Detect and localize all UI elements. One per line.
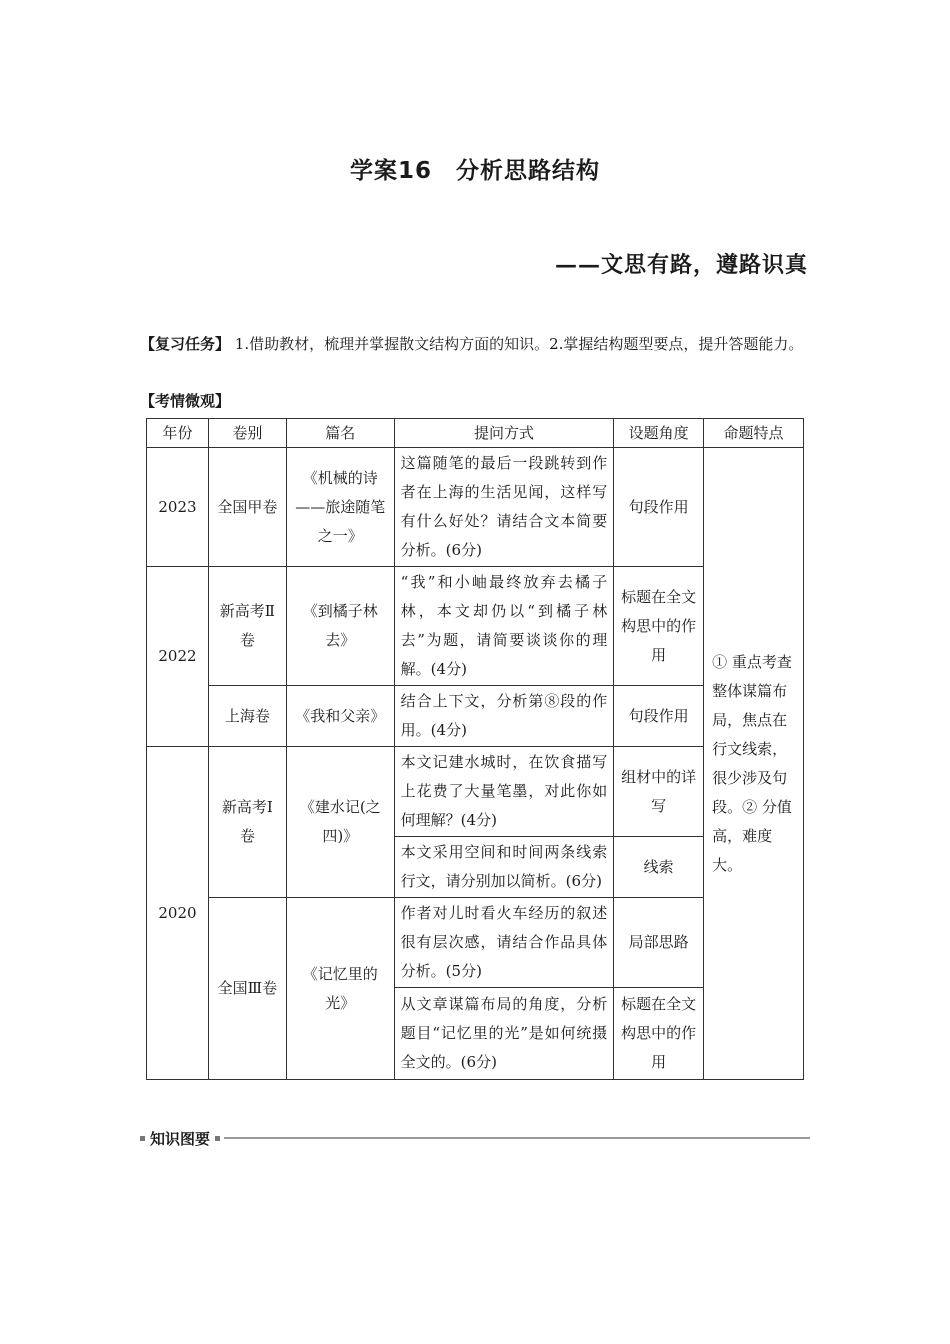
cell-article: 《我和父亲》	[286, 686, 394, 747]
cell-article: 《建水记(之四)》	[286, 747, 394, 898]
cell-question: 这篇随笔的最后一段跳转到作者在上海的生活见闻，这样写有什么好处？请结合文本简要分析。(6分)	[394, 448, 614, 567]
review-task	[140, 330, 812, 358]
cell-question: 本文采用空间和时间两条线索行文，请分别加以简析。(6分)	[394, 837, 614, 898]
cell-paper: 上海卷	[208, 686, 286, 747]
cell-angle: 句段作用	[614, 686, 704, 747]
cell-angle: 组材中的详写	[614, 747, 704, 837]
cell-question: 从文章谋篇布局的角度，分析题目“记忆里的光”是如何统摄全文的。(6分)	[394, 988, 614, 1080]
knowledge-section-header	[140, 1127, 810, 1149]
cell-year: 2023	[147, 448, 209, 567]
header-year: 年份	[147, 419, 209, 448]
review-tag: 【复习任务】	[140, 335, 231, 353]
square-bullet-icon	[215, 1136, 220, 1141]
exam-overview-tag: 【考情微观】	[140, 392, 231, 410]
cell-paper: 全国甲卷	[208, 448, 286, 567]
header-angle: 设题角度	[614, 419, 704, 448]
header-article: 篇名	[286, 419, 394, 448]
square-bullet-icon	[140, 1136, 145, 1141]
header-feature: 命题特点	[704, 419, 804, 448]
cell-angle: 标题在全文构思中的作用	[614, 567, 704, 686]
cell-paper: 新高考Ⅰ卷	[208, 747, 286, 898]
cell-question: 结合上下文，分析第⑧段的作用。(4分)	[394, 686, 614, 747]
cell-article: 《机械的诗——旅途随笔之一》	[286, 448, 394, 567]
header-question: 提问方式	[394, 419, 614, 448]
cell-angle: 句段作用	[614, 448, 704, 567]
cell-angle: 局部思路	[614, 898, 704, 988]
page-title: 学案16 分析思路结构	[349, 158, 600, 184]
exam-table	[146, 418, 804, 1080]
cell-question: 本文记建水城时，在饮食描写上花费了大量笔墨，对此你如何理解？(4分)	[394, 747, 614, 837]
review-text: 1.借助教材，梳理并掌握散文结构方面的知识。2.掌握结构题型要点，提升答题能力。	[234, 335, 804, 353]
cell-paper: 新高考Ⅱ卷	[208, 567, 286, 686]
table-header-row	[147, 419, 804, 448]
cell-angle: 线索	[614, 837, 704, 898]
cell-angle: 标题在全文构思中的作用	[614, 988, 704, 1080]
header-paper: 卷别	[208, 419, 286, 448]
divider-line	[224, 1137, 810, 1139]
cell-question: 作者对儿时看火车经历的叙述很有层次感，请结合作品具体分析。(5分)	[394, 898, 614, 988]
cell-year: 2022	[147, 567, 209, 747]
cell-article: 《记忆里的光》	[286, 898, 394, 1080]
knowledge-label: 知识图要	[150, 1129, 211, 1148]
cell-feature: ① 重点考查整体谋篇布局，焦点在行文线索，很少涉及句段。② 分值高，难度大。	[704, 448, 804, 1080]
cell-year: 2020	[147, 747, 209, 1080]
cell-article: 《到橘子林去》	[286, 567, 394, 686]
table-row	[147, 448, 804, 567]
cell-question: “我”和小岫最终放弃去橘子林，本文却仍以“到橘子林去”为题，请简要谈谈你的理解。(4分)	[394, 567, 614, 686]
subtitle: ——文思有路，遵路识真	[554, 252, 808, 278]
cell-paper: 全国Ⅲ卷	[208, 898, 286, 1080]
